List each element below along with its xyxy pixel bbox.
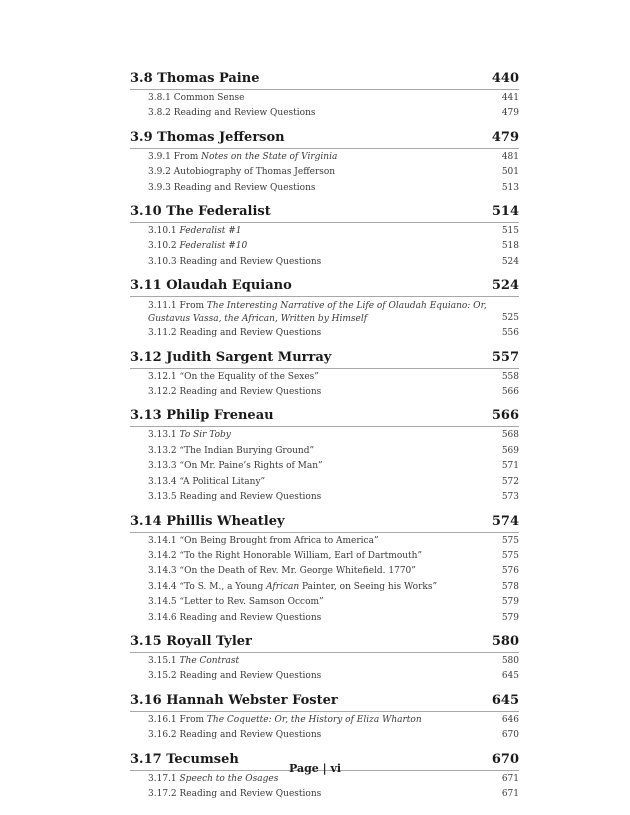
entry-title [148, 428, 502, 443]
entry-number: 3.11.1 [148, 301, 177, 312]
section-page-number: 670 [491, 751, 519, 767]
entry-italic-title: The Coquette: Or, the History of Eliza Wharton [206, 714, 422, 725]
entry-italic-title: African [266, 581, 300, 592]
toc-entry[interactable] [130, 490, 519, 505]
toc-entry[interactable] [130, 669, 519, 684]
entry-text: Reading and Review Questions [179, 256, 322, 267]
entry-text: “To S. M., a Young [179, 581, 267, 592]
entry-page-number: 556 [501, 328, 519, 339]
entry-number: 3.17.1 [148, 773, 177, 784]
entry-title [148, 787, 502, 802]
toc-section [130, 513, 519, 626]
section-page-number: 574 [491, 513, 519, 529]
entry-text: Reading and Review Questions [173, 108, 316, 119]
entry-page-number: 579 [501, 597, 519, 608]
section-page-number: 524 [491, 278, 519, 294]
entry-page-number: 580 [501, 655, 519, 666]
entry-title [148, 165, 502, 180]
toc-entry[interactable] [130, 428, 519, 443]
entry-title [148, 255, 502, 270]
entry-page-number: 573 [501, 492, 519, 503]
entry-text: Reading and Review Questions [179, 671, 322, 682]
entry-page-number: 579 [501, 612, 519, 623]
entry-number: 3.8.2 [148, 108, 171, 119]
entry-text: “Letter to Rev. Samson Occom” [179, 597, 324, 608]
toc-entry[interactable] [130, 370, 519, 385]
entry-page-number: 568 [501, 430, 519, 441]
section-page-number: 514 [491, 204, 519, 220]
entry-title [148, 475, 502, 490]
section-title: 3.9 Thomas Jefferson [130, 129, 285, 145]
section-page-number: 580 [491, 633, 519, 649]
entry-page-number: 670 [501, 730, 519, 741]
toc-entry[interactable] [130, 181, 519, 196]
section-heading[interactable] [130, 277, 519, 297]
entry-text: Reading and Review Questions [179, 328, 322, 339]
toc-entry[interactable] [130, 224, 519, 239]
entry-number: 3.10.2 [148, 241, 177, 252]
entry-text: From [179, 714, 207, 725]
toc-entry[interactable] [130, 713, 519, 728]
entry-number: 3.14.5 [148, 597, 177, 608]
section-heading[interactable] [130, 407, 519, 427]
toc-section [130, 203, 519, 270]
toc-entry[interactable] [130, 549, 519, 564]
section-title: 3.10 The Federalist [130, 204, 271, 220]
toc-entry[interactable] [130, 444, 519, 459]
entry-italic-title: The Interesting Narrative of the Life of Olaudah Equiano: Or, Gustavus Vassa, the African, Written by Himself [148, 301, 487, 325]
entry-page-number: 575 [501, 535, 519, 546]
entry-text: From [179, 301, 207, 312]
entry-page-number: 566 [501, 387, 519, 398]
entry-text: From [173, 151, 202, 162]
entry-number: 3.9.1 [148, 151, 171, 162]
section-heading[interactable] [130, 70, 519, 90]
entry-number: 3.10.3 [148, 256, 177, 267]
toc-entry[interactable] [130, 165, 519, 180]
entry-number: 3.13.3 [148, 461, 177, 472]
toc-entry[interactable] [130, 564, 519, 579]
entry-page-number: 479 [501, 108, 519, 119]
toc-entry[interactable] [130, 385, 519, 400]
entry-text: “On Mr. Paine’s Rights of Man” [179, 461, 323, 472]
entry-text: “On Being Brought from Africa to America” [179, 535, 379, 546]
toc-entry[interactable] [130, 106, 519, 121]
entry-number: 3.13.2 [148, 445, 177, 456]
entry-text: “A Political Litany” [179, 476, 266, 487]
entry-text: Reading and Review Questions [173, 182, 316, 193]
toc-entry[interactable] [130, 534, 519, 549]
toc-section [130, 407, 519, 505]
entry-page-number: 441 [501, 93, 519, 103]
entry-number: 3.13.5 [148, 492, 177, 503]
entry-text: Autobiography of Thomas Jefferson [173, 167, 336, 178]
entry-page-number: 524 [501, 256, 519, 267]
entry-title [148, 534, 502, 549]
entry-page-number: 671 [501, 773, 519, 784]
entry-number: 3.12.1 [148, 371, 177, 382]
entry-number: 3.16.2 [148, 730, 177, 741]
entry-number: 3.17.2 [148, 788, 177, 799]
entry-number: 3.14.4 [148, 581, 177, 592]
entry-text: Reading and Review Questions [179, 730, 322, 741]
entry-title [148, 580, 502, 595]
entry-title [148, 595, 502, 610]
entry-number: 3.14.1 [148, 535, 177, 546]
entry-text: Reading and Review Questions [179, 387, 322, 398]
entry-title [148, 385, 502, 400]
section-page-number: 479 [491, 129, 519, 145]
entry-page-number: 571 [501, 461, 519, 472]
entry-number: 3.15.2 [148, 671, 177, 682]
entry-text: “On the Equality of the Sexes” [179, 371, 319, 382]
section-title: 3.14 Phillis Wheatley [130, 513, 285, 529]
toc-entry[interactable] [130, 239, 519, 254]
entry-title [148, 564, 502, 579]
entry-number: 3.11.2 [148, 328, 177, 339]
toc-entry[interactable] [130, 580, 519, 595]
entry-italic-title: Notes on the State of Virginia [201, 151, 338, 162]
toc-entry[interactable] [130, 91, 519, 106]
section-heading[interactable] [130, 692, 519, 712]
entry-number: 3.13.4 [148, 476, 177, 487]
entry-page-number: 575 [501, 550, 519, 561]
entry-italic-title: Speech to the Osages [179, 773, 279, 784]
entry-title [148, 181, 502, 196]
toc-entry[interactable] [130, 595, 519, 610]
section-title: 3.17 Tecumseh [130, 751, 239, 767]
entry-number: 3.9.3 [148, 182, 171, 193]
toc-entry[interactable] [130, 728, 519, 743]
entry-title [148, 669, 502, 684]
entry-number: 3.8.1 [148, 93, 171, 103]
entry-title [148, 91, 502, 106]
toc-entry[interactable] [130, 150, 519, 165]
toc-section [130, 349, 519, 401]
entry-title [148, 370, 502, 385]
entry-title [148, 224, 502, 239]
entry-page-number: 525 [501, 312, 519, 323]
entry-page-number: 645 [501, 671, 519, 682]
entry-page-number: 572 [501, 476, 519, 487]
entry-text: “On the Death of Rev. Mr. George Whitefield. 1770” [179, 566, 416, 577]
section-page-number: 645 [491, 692, 519, 708]
entry-title [148, 444, 502, 459]
entry-title [148, 713, 502, 728]
entry-text: Reading and Review Questions [179, 612, 322, 623]
entry-page-number: 578 [501, 581, 519, 592]
section-title: 3.11 Olaudah Equiano [130, 278, 292, 294]
section-page-number: 440 [491, 71, 519, 86]
entry-italic-title: To Sir Toby [179, 430, 231, 441]
table-of-contents [130, 70, 519, 809]
toc-entry[interactable] [130, 326, 519, 341]
page-footer: Page | vi [288, 762, 342, 775]
entry-page-number: 646 [501, 714, 519, 725]
entry-title [148, 239, 502, 254]
toc-entry[interactable] [130, 611, 519, 626]
entry-page-number: 558 [501, 371, 519, 382]
entry-italic-title: Federalist #1 [179, 226, 242, 237]
entry-italic-title: The Contrast [179, 655, 240, 666]
toc-entry[interactable] [130, 654, 519, 669]
entry-title [148, 728, 502, 743]
entry-page-number: 515 [501, 226, 519, 237]
entry-number: 3.12.2 [148, 387, 177, 398]
section-title: 3.13 Philip Freneau [130, 408, 274, 424]
entry-number: 3.13.1 [148, 430, 177, 441]
entry-title [148, 298, 502, 326]
entry-number: 3.14.3 [148, 566, 177, 577]
entry-number: 3.14.2 [148, 550, 177, 561]
entry-page-number: 513 [501, 182, 519, 193]
entry-title [148, 326, 502, 341]
section-heading[interactable] [130, 513, 519, 533]
entry-title [148, 611, 502, 626]
entry-page-number: 671 [501, 788, 519, 799]
toc-entry[interactable] [130, 298, 519, 326]
toc-entry[interactable] [130, 787, 519, 802]
entry-page-number: 576 [501, 566, 519, 577]
section-heading[interactable] [130, 129, 519, 149]
section-title: 3.15 Royall Tyler [130, 633, 252, 649]
entry-title [148, 549, 502, 564]
section-heading[interactable] [130, 633, 519, 653]
entry-number: 3.9.2 [148, 167, 171, 178]
section-title: 3.12 Judith Sargent Murray [130, 349, 332, 365]
entry-page-number: 518 [501, 241, 519, 252]
entry-text: Common Sense [173, 93, 245, 103]
entry-title [148, 150, 502, 165]
section-page-number: 557 [491, 349, 519, 365]
entry-text: “The Indian Burying Ground” [179, 445, 315, 456]
toc-entry[interactable] [130, 475, 519, 490]
entry-text: “To the Right Honorable William, Earl of Dartmouth” [179, 550, 423, 561]
toc-entry[interactable] [130, 459, 519, 474]
entry-text: Reading and Review Questions [179, 788, 322, 799]
entry-title [148, 490, 502, 505]
entry-number: 3.16.1 [148, 714, 177, 725]
toc-section [130, 633, 519, 685]
entry-title [148, 654, 502, 669]
section-title: 3.16 Hannah Webster Foster [130, 692, 338, 708]
entry-page-number: 569 [501, 445, 519, 456]
toc-section [130, 70, 519, 122]
section-heading[interactable] [130, 203, 519, 223]
toc-entry[interactable] [130, 255, 519, 270]
entry-italic-title: Federalist #10 [179, 241, 248, 252]
toc-section [130, 692, 519, 744]
entry-page-number: 481 [501, 151, 519, 162]
section-page-number: 566 [491, 408, 519, 424]
toc-section [130, 751, 519, 803]
entry-number: 3.14.6 [148, 612, 177, 623]
entry-number: 3.15.1 [148, 655, 177, 666]
toc-section [130, 277, 519, 341]
section-heading[interactable] [130, 349, 519, 369]
section-title: 3.8 Thomas Paine [130, 71, 260, 86]
entry-title [148, 459, 502, 474]
entry-page-number: 501 [501, 167, 519, 178]
entry-text: Reading and Review Questions [179, 492, 322, 503]
entry-text-tail: Painter, on Seeing his Works” [299, 581, 438, 592]
entry-number: 3.10.1 [148, 226, 177, 237]
entry-title [148, 106, 502, 121]
toc-section [130, 129, 519, 196]
